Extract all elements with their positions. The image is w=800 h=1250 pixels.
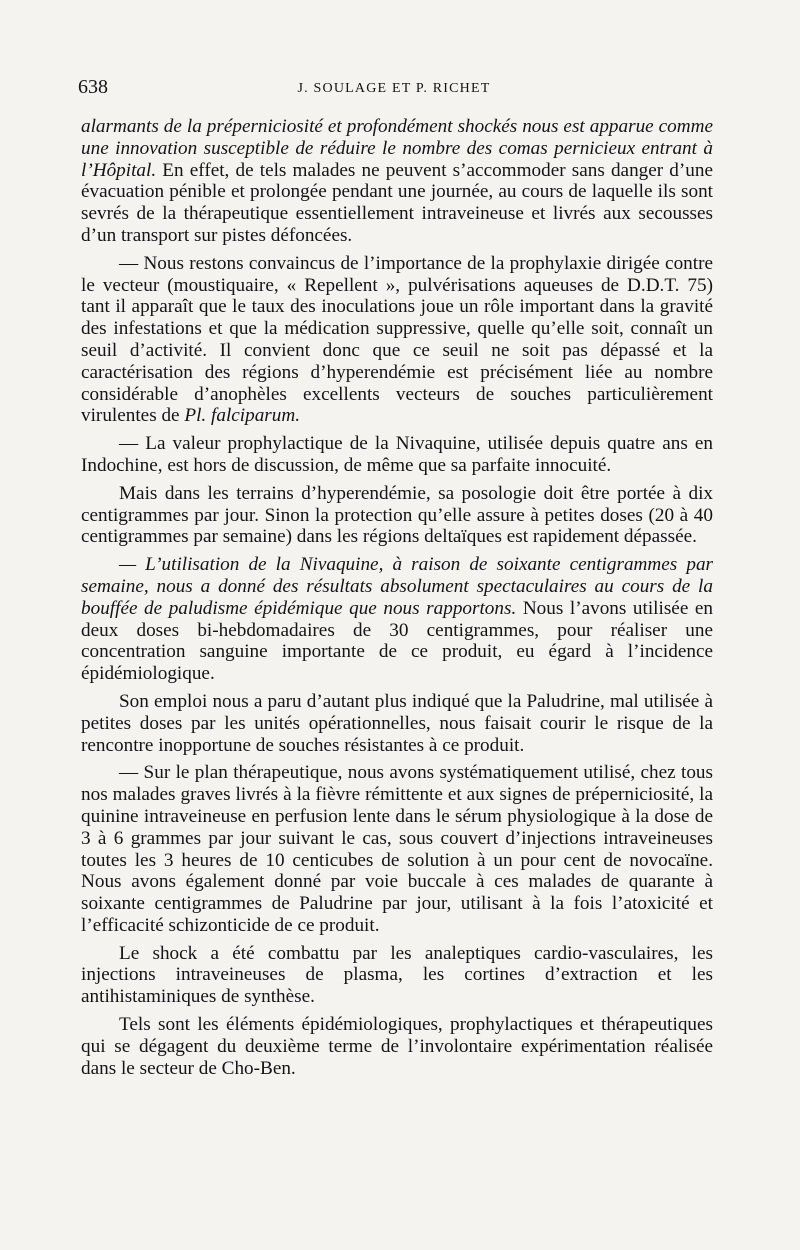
paragraph-2	[81, 253, 713, 427]
paragraph-1-italic: alarmants de la préperniciosité et profondément shockés nous est apparue comme une innovation susceptible de réduire le nombre des comas pernicieux entrant à l’Hôpital.	[81, 116, 713, 181]
paragraph-8	[81, 943, 713, 1008]
paragraph-3	[81, 433, 713, 477]
running-header	[78, 72, 710, 102]
paragraph-2-italic: Pl. falciparum.	[184, 405, 301, 427]
paragraph-9-text: Tels sont les éléments épidémiologiques, prophylactiques et thérapeutiques qui se dégagent du deuxième terme de l’involontaire expérimentation réalisée dans le secteur de Cho-Ben.	[81, 1014, 713, 1079]
paragraph-4-text: Mais dans les terrains d’hyperendémie, sa posologie doit être portée à dix centigrammes par jour. Sinon la protection qu’elle assure à petites doses (20 à 40 centigrammes par semaine) dans les régions deltaïques est rapidement dépassée.	[81, 482, 713, 548]
paragraph-5-text: Nous l’avons utilisée en deux doses bi-hebdomadaires de 30 centigrammes, pour réaliser une concentration sanguine importante de ce produit, eu égard à l’incidence épidémiologique.	[81, 597, 713, 685]
paragraph-7-text: — Sur le plan thérapeutique, nous avons systématiquement utilisé, chez tous nos malades graves livrés à la fièvre rémittente et aux signes de préperniciosité, la quinine intraveineuse en perfusion lente dans le sérum physiologique à la dose de 3 à 6 grammes par jour suivant le cas, sous couvert d’injections intraveineuses toutes les 3 heures de 10 centicubes de solution à un pour cent de novocaïne. Nous avons également donné par voie buccale à ces malades de quarante à soixante centigrammes de Paludrine par jour, utilisant à la fois l’atoxicité et l’efficacité schizonticide de ce produit.	[81, 762, 713, 936]
paragraph-6	[81, 691, 713, 756]
paragraph-2-text: — Nous restons convaincus de l’importance de la prophylaxie dirigée contre le vecteur (moustiquaire, « Repellent », pulvérisations aqueuses de D.D.T. 75) tant il apparaît que le taux des inoculations joue un rôle important dans la gravité des infestations et que la médication suppressive, quelle qu’elle soit, connaît un seuil d’activité. Il convient donc que ce seuil ne soit pas dépassé et la caractérisation des régions d’hyperendémie est précisément liée au nombre considérable d’anophèles excellents vecteurs de souches particulièrement virulentes de	[81, 252, 713, 427]
paragraph-1	[81, 116, 713, 247]
page-number: 638	[78, 76, 108, 98]
paragraph-3-text: — La valeur prophylactique de la Nivaquine, utilisée depuis quatre ans en Indochine, est hors de discussion, de même que sa parfaite innocuité.	[81, 433, 713, 476]
body-text	[81, 116, 713, 1085]
paragraph-1-text: En effet, de tels malades ne peuvent s’accommoder sans danger d’une évacuation pénible et prolongée pendant une journée, au cours de laquelle ils sont sevrés de la thérapeutique essentiellement intraveineuse et livrés aux secousses d’un transport sur pistes défoncées.	[81, 159, 713, 246]
paragraph-6-text: Son emploi nous a paru d’autant plus indiqué que la Paludrine, mal utilisée à petites doses par les unités opérationnelles, nous faisait courir le risque de la rencontre inopportune de souches résistantes à ce produit.	[81, 690, 713, 756]
paragraph-9	[81, 1014, 713, 1079]
paragraph-7	[81, 762, 713, 936]
paragraph-4	[81, 483, 713, 548]
running-title: J. SOULAGE ET P. RICHET	[297, 81, 491, 96]
paragraph-8-text: Le shock a été combattu par les analeptiques cardio-vasculaires, les injections intraveineuses de plasma, les cortines d’extraction et les antihistaminiques de synthèse.	[81, 942, 713, 1008]
paragraph-5	[81, 554, 713, 685]
paragraph-5-italic: — L’utilisation de la Nivaquine, à raison de soixante centigrammes par semaine, nous a donné des résultats absolument spectaculaires au cours de la bouffée de paludisme épidémique que nous rapportons.	[81, 554, 713, 619]
